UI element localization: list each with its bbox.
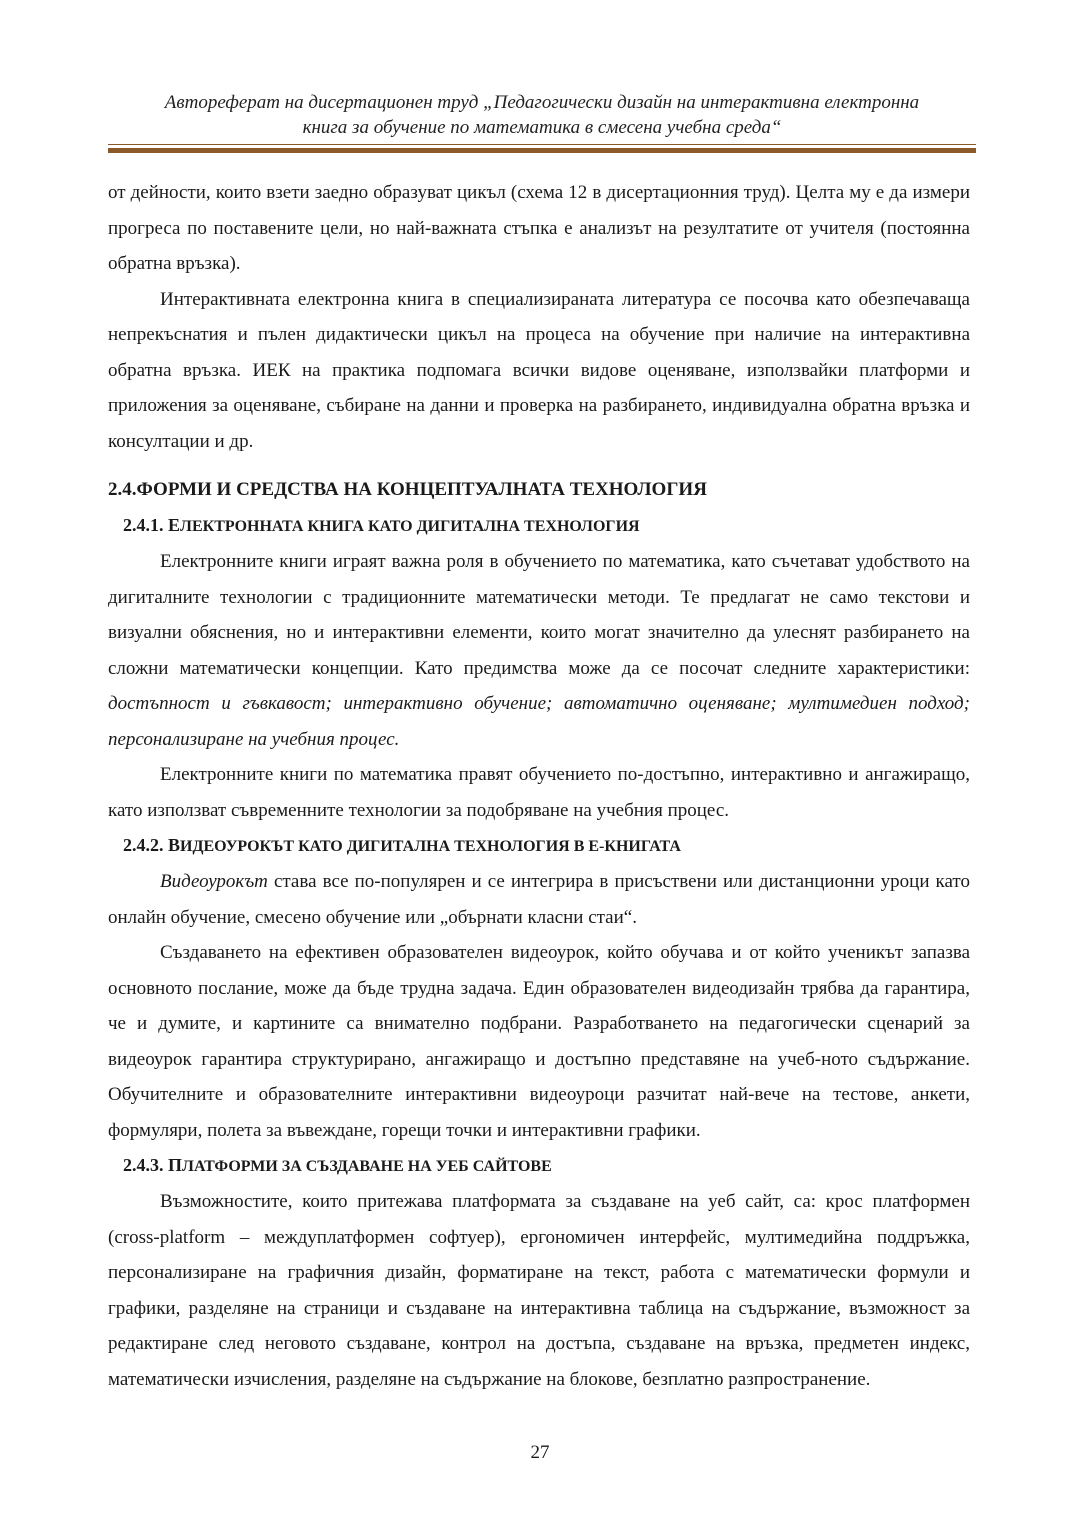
subsection-2-4-1-number: 2.4.1. Е [123,515,181,535]
paragraph-2: Интерактивната електронна книга в специализираната литература се посочва като обезпечаваща непрекъснатия и пълен дидактически цикъл на процеса на обучение при наличие на интерактивна обратна връзка. ИЕК на практика подпомага всички видове оценяване, използвайки платформи и приложения за оценяване, събиране на данни и проверка на разбирането, индивидуална обратна връзка и консултации и др. [108,288,970,452]
paragraph-6: Създаването на ефективен образователен видеоурок, който обучава и от който ученикът запазва основното послание, може да бъде трудна задача. Един образователен видеодизайн трябва да гарантира, че и думите, и картините са внимателно подбрани. Разработването на педагогически сценарий за видеоурок гарантира структурирано, ангажиращо и достъпно представяне на учеб-ното съдържание. Обучителните и образователните интерактивни видеоуроци разчитат най-вече на тестове, анкети, формуляри, полета за въвеждане, горещи точки и интерактивни графики. [108,942,970,1141]
subsection-heading-2-4-2 [108,828,970,864]
section-heading-2-4: 2.4.ФОРМИ И СРЕДСТВА НА КОНЦЕПТУАЛНАТА ТЕХНОЛОГИЯ [108,479,707,500]
header-line-1: Автореферат на дисертационен труд „Педагогически дизайн на интерактивна електронна [164,92,920,113]
paragraph-5-text: става все по-популярен и се интегрира в присъствени или дистанционни уроци като онлайн обучение, смесено обучение или „обърнати класни стаи“. [108,871,970,928]
paragraph-5-italic: Видеоурокът [160,871,268,892]
header-line-2: книга за обучение по математика в смесена учебна среда“ [302,117,782,138]
subsection-2-4-2-title: ИДЕОУРОКЪТ КАТО ДИГИТАЛНА ТЕХНОЛОГИЯ В Е-КНИГАТА [180,838,681,855]
paragraph-5 [108,864,970,935]
page-number: 27 [530,1442,550,1463]
running-header [108,90,976,140]
header-rule-thick [108,148,976,153]
subsection-2-4-2-number: 2.4.2. В [123,835,181,855]
subsection-heading-2-4-3 [108,1148,970,1184]
paragraph-3-text: Електронните книги играят важна роля в обучението по математика, като съчетават удобството на дигиталните технологии с традиционните математически методи. Те предлагат не само текстови и визуални обяснения, но и интерактивни елементи, които могат значително да улеснят разбирането на сложни математически концепции. Като предимства може да се посочат следните характеристики: [108,551,970,679]
header-rule-thin [108,144,976,145]
paragraph-1: от дейности, които взети заедно образуват цикъл (схема 12 в дисертационния труд). Целта му е да измери прогреса по поставените цели, но най-важната стъпка е анализът на резултатите от учителя (постоянна обратна връзка). [108,182,970,274]
subsection-heading-2-4-1 [108,508,970,544]
body-text [108,175,970,1397]
paragraph-4: Електронните книги по математика правят обучението по-достъпно, интерактивно и ангажиращо, като използват съвременните технологии за подобряване на учебния процес. [108,764,970,821]
paragraph-7: Възможностите, които притежава платформата за създаване на уеб сайт, са: крос платформен (cross-platform – междуплатформен софтуер), ергономичен интерфейс, мултимедийна поддръжка, персонализиране на графичния дизайн, форматиране на текст, работа с математически формули и графики, разделяне на страници и създаване на интерактивна таблица на съдържание, възможност за редактиране след неговото създаване, контрол на достъпа, създаване на връзка, предметен индекс, математически изчисления, разделяне на съдържание на блокове, безплатно разпространение. [108,1191,970,1390]
subsection-2-4-3-title: ЛАТФОРМИ ЗА СЪЗДАВАНЕ НА УЕБ САЙТОВЕ [182,1158,552,1175]
subsection-2-4-1-title: ЛЕКТРОННАТА КНИГА КАТО ДИГИТАЛНА ТЕХНОЛОГИЯ [180,518,640,535]
paragraph-3-italic: достъпност и гъвкавост; интерактивно обучение; автоматично оценяване; мултимедиен подход; персонализиране на учебния процес. [108,693,970,750]
paragraph-3 [108,544,970,757]
subsection-2-4-3-number: 2.4.3. П [123,1155,183,1175]
